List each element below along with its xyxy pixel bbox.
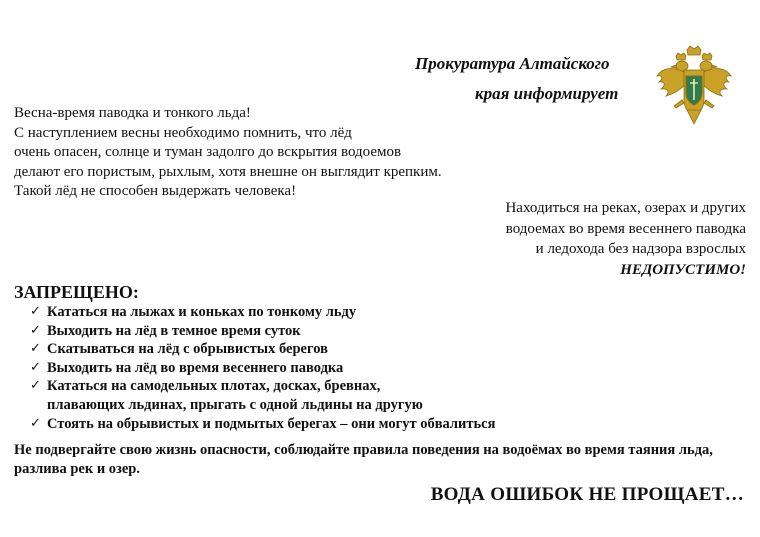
org-title-line-1: Прокуратура Алтайского: [415, 54, 610, 73]
rule-text: Кататься на лыжах и коньках по тонкому льду: [47, 304, 357, 320]
intro-paragraph: [14, 104, 442, 202]
rule-text: Скатываться на лёд с обрывистых берегов: [47, 341, 328, 358]
list-item: [30, 359, 495, 378]
warning-line: и ледохода без надзора взрослых: [535, 241, 746, 257]
checkmark-icon: ✓: [30, 378, 41, 394]
forbidden-list: [30, 303, 495, 433]
rule-text: Выходить на лёд во время весеннего паводка: [47, 359, 344, 376]
warning-paragraph: [505, 198, 746, 280]
intro-line: Весна-время паводка и тонкого льда!: [14, 105, 251, 121]
list-item: [30, 340, 495, 359]
intro-line: очень опасен, солнце и туман задолго до вскрытия водоемов: [14, 144, 402, 160]
warning-line: водоемах во время весеннего паводка: [505, 220, 746, 237]
rule-text-continuation: плавающих льдинах, прыгать с одной льдины на другую: [47, 396, 423, 413]
org-title-line-2: края информирует: [475, 84, 619, 103]
intro-line: делают его пористым, рыхлым, хотя внешне он выглядит крепким.: [14, 163, 442, 180]
rule-text: Кататься на самодельных плотах, досках, бревнах,: [47, 378, 381, 395]
checkmark-icon: ✓: [30, 304, 41, 319]
list-item: [30, 377, 495, 414]
rule-text: Стоять на обрывистых и подмытых берегах – они могут обвалиться: [47, 415, 496, 432]
header: [395, 52, 645, 103]
slogan: ВОДА ОШИБОК НЕ ПРОЩАЕТ…: [430, 484, 744, 505]
forbidden-heading: ЗАПРЕЩЕНО:: [14, 282, 139, 302]
checkmark-icon: ✓: [30, 341, 41, 357]
intro-line: С наступлением весны необходимо помнить, что лёд: [14, 124, 352, 141]
checkmark-icon: ✓: [30, 322, 41, 338]
checkmark-icon: ✓: [30, 359, 41, 375]
warning-emphasis: НЕДОПУСТИМО!: [620, 261, 746, 278]
rule-text: Выходить на лёд в темное время суток: [47, 322, 301, 339]
warning-line: Находиться на реках, озерах и других: [505, 200, 746, 216]
double-headed-eagle-emblem-icon: [654, 44, 734, 128]
checkmark-icon: ✓: [30, 415, 41, 431]
intro-line: Такой лёд не способен выдержать человека!: [14, 183, 297, 199]
advice-text: Не подвергайте свою жизнь опасности, соблюдайте правила поведения на водоёмах во время таяния льда, разлива рек и озер.: [14, 442, 713, 477]
list-item: [30, 322, 495, 341]
list-item: [30, 415, 495, 434]
list-item: [30, 303, 495, 322]
